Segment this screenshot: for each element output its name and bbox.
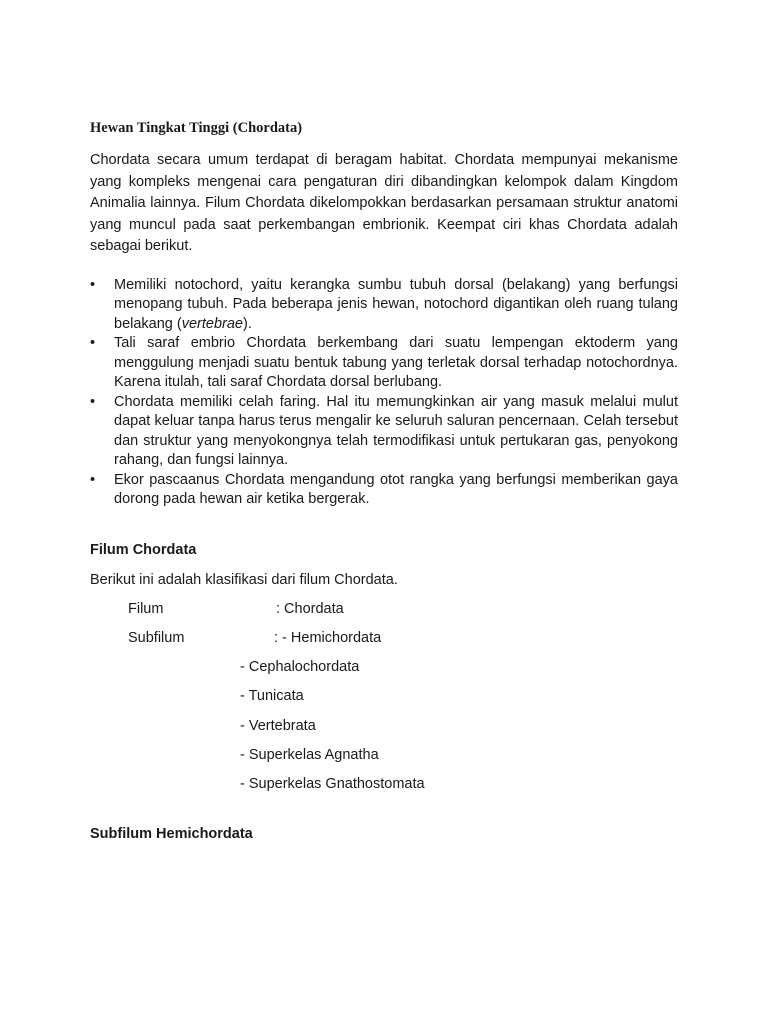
subfilum-label: Subfilum (128, 629, 185, 646)
subfilum-item: - Superkelas Agnatha (240, 746, 379, 763)
classification-row-filum (90, 599, 678, 628)
bullet-icon: • (90, 335, 96, 351)
subfilum-item: - Superkelas Gnathostomata (240, 776, 425, 793)
subfilum-item: - Cephalochordata (240, 659, 360, 676)
section-title-chordata: Hewan Tingkat Tinggi (Chordata) (90, 120, 303, 136)
document-page (90, 118, 678, 844)
bullet-icon: • (90, 276, 96, 293)
section-title-hemichordata: Subfilum Hemichordata (90, 825, 253, 842)
characteristics-list (90, 276, 678, 510)
subfilum-value: : - Hemichordata (274, 629, 382, 646)
classification-row (90, 745, 678, 774)
list-item (90, 334, 678, 393)
section-title-filum: Filum Chordata (90, 541, 197, 558)
subfilum-item: - Tunicata (240, 688, 304, 705)
filum-value: : Chordata (276, 600, 344, 617)
subfilum-item: - Vertebrata (240, 717, 316, 734)
classification-row-subfilum (90, 628, 678, 657)
list-item (90, 276, 678, 335)
intro-paragraph: Chordata secara umum terdapat di beragam habitat. Chordata mempunyai mekanisme yang kompleks mengenai cara pengaturan diri dibandingkan kelompok dalam Kingdom Animalia lainnya. Filum Chordata dikelompokkan berdasarkan persamaan struktur anatomi yang muncul pada saat perkembangan embrionik. Keempat ciri khas Chordata adalah sebagai berikut. (90, 152, 678, 254)
list-item (90, 393, 678, 471)
list-item-text: Memiliki notochord, yaitu kerangka sumbu tubuh dorsal (belakang) yang berfungsi menopang tubuh. Pada beberapa jenis hewan, notochord digantikan oleh ruang tulang belakang ( (114, 276, 678, 332)
filum-label: Filum (128, 600, 164, 617)
classification-row (90, 774, 678, 803)
classification-row (90, 657, 678, 686)
list-item-text-end: ). (242, 315, 252, 332)
bullet-icon: • (90, 393, 96, 410)
bullet-icon: • (90, 471, 96, 488)
list-item-text: Ekor pascaanus Chordata mengandung otot rangka yang berfungsi memberikan gaya dorong pada hewan air ketika bergerak. (114, 471, 678, 507)
classification-intro: Berikut ini adalah klasifikasi dari filum Chordata. (90, 571, 398, 588)
classification-row (90, 716, 678, 745)
classification-row (90, 686, 678, 715)
list-item-italic: vertebrae (181, 315, 243, 332)
list-item-text: Tali saraf embrio Chordata berkembang dari suatu lempengan ektoderm yang menggulung menjadi suatu bentuk tabung yang terletak dorsal terhadap notochordnya. Karena itulah, tali saraf Chordata dorsal berlubang. (114, 335, 678, 390)
list-item (90, 471, 678, 510)
list-item-text: Chordata memiliki celah faring. Hal itu memungkinkan air yang masuk melalui mulut dapat keluar tanpa harus terus mengalir ke seluruh saluran pencernaan. Celah tersebut dan struktur yang menyokongnya telah termodifikasi untuk pertukaran gas, penyokong rahang, dan fungsi lainnya. (114, 393, 678, 468)
